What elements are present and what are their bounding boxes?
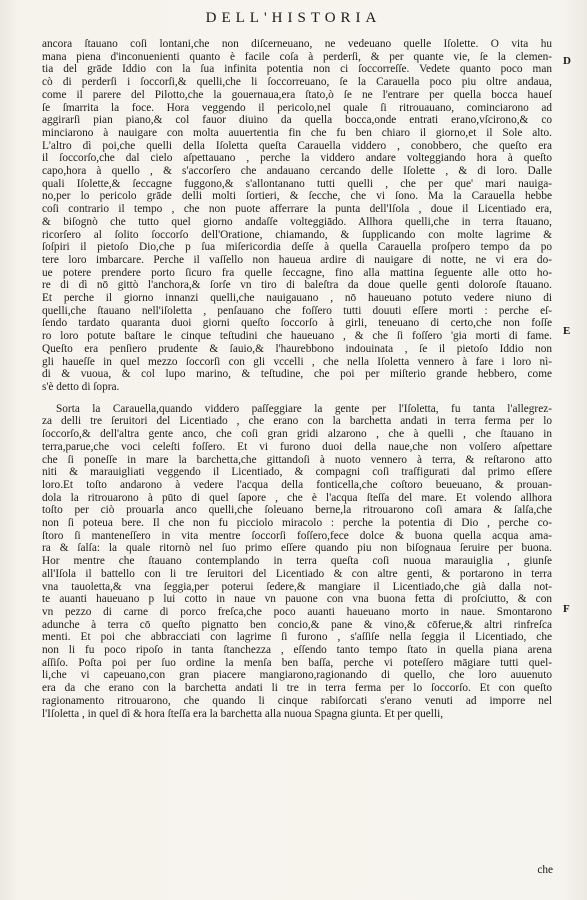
text-line: ue potere prendere porto ſicuro fra quelle ſeccagne, fino alla mattina ſeguente alle otto ho- xyxy=(42,266,552,279)
text-line: non li fu poco ripoſo in tanta ſtanchezza , eſſendo tanto tempo ſtato in quella piana arena xyxy=(42,644,552,657)
catchword: che xyxy=(537,864,553,876)
text-line: aggirarſi pian piano,& col fauor diuino da quella bocca,onde entrati erano,vſcirono,& co xyxy=(42,114,552,127)
paragraph-2 xyxy=(42,403,552,721)
text-line: terra,parue,che voci celeſti foſſero. Et vi furono duoi della naue,che non volſero aſpettare xyxy=(42,440,552,453)
margin-marker-d: D xyxy=(563,55,571,67)
text-line: ricorſero al ſolito ſoccorſo dell'Oratione, chiamando, & ſupplicando con molte lagrime & xyxy=(42,228,552,241)
text-line: te auanti haueuano p lui cotto in naue vn pauone con vna buona fetta di proſciutto, & con xyxy=(42,593,552,606)
text-line: ro loro potute baſtare le cinque teſtudini che haueuano , & che ſi foſſero 'gia morti di fame. xyxy=(42,330,552,343)
text-line: aſſiſo. Poſta poi per ſuo ordine la menſa ben baſſa, perche vi poteſſero māgiare tutti quel- xyxy=(42,656,552,669)
text-line: ſe ſmarrita la foce. Hora veggendo il pericolo,nel quale ſi ritrouauano, cominciarono ad xyxy=(42,101,552,114)
text-line: li,che vi capeuano,con gran piacere mangiarono,ragionando di quello, che loro auuenuto xyxy=(42,669,552,682)
text-line: non ſi poteua bere. Il che non fu picciolo miracolo : perche la potentia di Dio , perche co- xyxy=(42,517,552,530)
text-line: menti. Et poi che abbracciati con lagrime ſi furono , s'aſſiſe nella ſeggia il Licentiado, che xyxy=(42,631,552,644)
text-line: il ſoccorſo,che dal cielo aſpettauano , perche la viddero andare volteggiando hora à queſto xyxy=(42,152,552,165)
paragraph-gap xyxy=(42,394,552,403)
text-line: no,per lo pericolo grāde delli molti ſortieri, & ſecche, che vi ſono. Ma la Carauella hebbe xyxy=(42,190,552,203)
text-line: mana piena d'inconuenienti quanto è facile coſa à perderſi, & per quante vie, ſe la clemen- xyxy=(42,50,552,63)
text-line: quali Iſolette,& ſeccagne fuggono,& s'allontanano tutti quelli , che per que' mari nauiga- xyxy=(42,177,552,190)
text-line: che ſi poneſſe in mare la barchetta,che gittandoſi à nuoto vennero à terra, & reſtarono atto xyxy=(42,453,552,466)
text-line: & biſognò che tutto quel giorno andaſſe volteggiādo. Allhora quelli,che in terra ſtauano, xyxy=(42,215,552,228)
text-line: era da che erano con la barchetta andati li tre in terra ferma per lo ſoccorſo. Et con queſto xyxy=(42,682,552,695)
text-line: ra & ſalſa: la quale ritornò nel ſuo primo eſſere quando piu non biſognaua ſeruire per buona. xyxy=(42,542,552,555)
text-line: ſoccorſo,& dell'altra gente anco, che coſi gran gridi alzarono , che à quelli , che ſtauano in xyxy=(42,428,552,441)
text-line: ſtoro ſi manteneſſero in vita mentre ſoccorſi foſſero,fece dolce & buona quella acqua ama- xyxy=(42,529,552,542)
text-line: adunche à terra cō queſto pignatto ben concio,& pane & vino,& cōferue,& altri rinfreſca xyxy=(42,618,552,631)
text-line: coſi contrario il tempo , che non puote afferrare la punta dell'Iſola , doue il Licentiado era, xyxy=(42,203,552,216)
text-line: tere loro imbarcare. Perche il vaſſello non haueua ardire di nauigare di notte, ne vi era do- xyxy=(42,253,552,266)
text-line: Sorta la Carauella,quando viddero paſſeggiare la gente per l'Iſoletta, fu tanta l'allegrez- xyxy=(56,402,552,415)
text-line: vna tauoletta,& vna ſeggia,per poterui ſedere,& mangiare il Licentiado,che già dalla not- xyxy=(42,580,552,593)
margin-marker-f: F xyxy=(563,603,570,615)
text-line: l'Iſoletta , in quel dì & hora ſteſſa era la barchetta alla nuoua Spagna giunta. Et per quelli, xyxy=(42,707,444,720)
paragraph-1 xyxy=(42,38,552,394)
text-line: tia del grāde Iddio con la ſua infinita potentia non ci ſoccorreſſe. Vedete quanto poco man xyxy=(42,63,552,76)
text-line: ragionamento ritrouarono, che quando li cinque rabiſorcati s'erano venuti ad imporre nel xyxy=(42,694,552,707)
text-line: all'Iſola il battello con li tre ſeruitori del Licentiado & con altre genti, & portarono in terra xyxy=(42,567,552,580)
text-line: loro.Et toſto andarono à vedere l'acqua della fonticella,che coſtoro beueuano, & prouan- xyxy=(42,478,552,491)
text-line: capo,hora à quello , & s'accorſero che andauano cercando delle Iſolette , & di loro. Dalle xyxy=(42,165,552,178)
text-line: za delli tre ſeruitori del Licentiado , che erano con la barchetta andati in terra ferma per lo xyxy=(42,415,552,428)
text-line: dola la ritrouarono à pūto di quel ſapore , che è l'acqua ſteſſa del mare. Et volendo allhora xyxy=(42,491,552,504)
text-line: minciarono à nauigare con molta auuertentia fin che fu ben chiaro il giorno,et il Sole alto. xyxy=(42,126,552,139)
text-line: vn pezzo di carne di porco freſca,che poco auanti haueuano morto in naue. Smontarono xyxy=(42,605,552,618)
text-line: Queſto era penſiero prudente & ſauio,& l'haurebbono indouinata , ſe il pietoſo Iddio non xyxy=(42,342,552,355)
text-line: cò di perderſi i ſoccorſi,& quelli,che li ſoccorreuano, ſe la Carauella poco piu oltre andaua, xyxy=(42,76,552,89)
text-line: di & vuoua, & col lupo marino, & teſtudine, che poi per miſterio grande hebbero, come xyxy=(42,368,552,381)
text-line: s'è detto di ſopra. xyxy=(42,380,120,393)
margin-marker-e: E xyxy=(563,325,571,337)
body-text xyxy=(42,38,552,720)
text-line: re di dì nō gittò l'anchora,& ſorſe vn tiro di baleſtra da doue quelle genti doloroſe ſtauano. xyxy=(42,279,552,292)
text-line: come il parere del Pilotto,che la gouernaua,era ſtato,ò ſe ne l'entrare per quella bocca haueſ xyxy=(42,88,552,101)
text-line: ancora ſtauano coſi lontani,che non diſcerneuano, ne vedeuano quelle Iſolette. O vita hu xyxy=(42,38,552,50)
text-line: ſendo tardato quaranta duoi giorni queſto ſoccorſo à girli, teneuano di certo,che non foſſe xyxy=(42,317,552,330)
text-line: quelli,che ſtauano nell'iſoletta , penſauano che foſſero tutti douuti eſſere morti : perche eſ- xyxy=(42,304,552,317)
text-line: gli haueſſe in quel mezzo ſoccorſi con gli vccelli , che nella Iſoletta vennero à fare i loro nì- xyxy=(42,355,552,368)
text-line: toſto per ciò prouarla anco quelli,che ſoleuano berne,la ritrouarono coſi amara & ſalſa,che xyxy=(42,504,552,517)
running-head: DELL'HISTORIA xyxy=(205,10,382,26)
text-line: ſoſpiri il pietoſo Dio,che p ſua miſericordia deſſe à quella Carauella proſpero tempo da po xyxy=(42,241,552,254)
text-line: Hor mentre che ſtauano contemplando in terra queſta coſi nuoua marauiglia , giunſe xyxy=(42,555,552,568)
text-line: niti & marauigliati veggendo il Licentiado, & compagni coſi traſfigurati dal primo eſſere xyxy=(42,466,552,479)
text-line: Et perche il giorno innanzi quelli,che nauigauano , nō haueuano potuto vedere niuno di xyxy=(42,292,552,305)
text-line: L'altro dì poi,che quelli della Iſoletta queſta Carauella viddero , conobbero, che queſto era xyxy=(42,139,552,152)
